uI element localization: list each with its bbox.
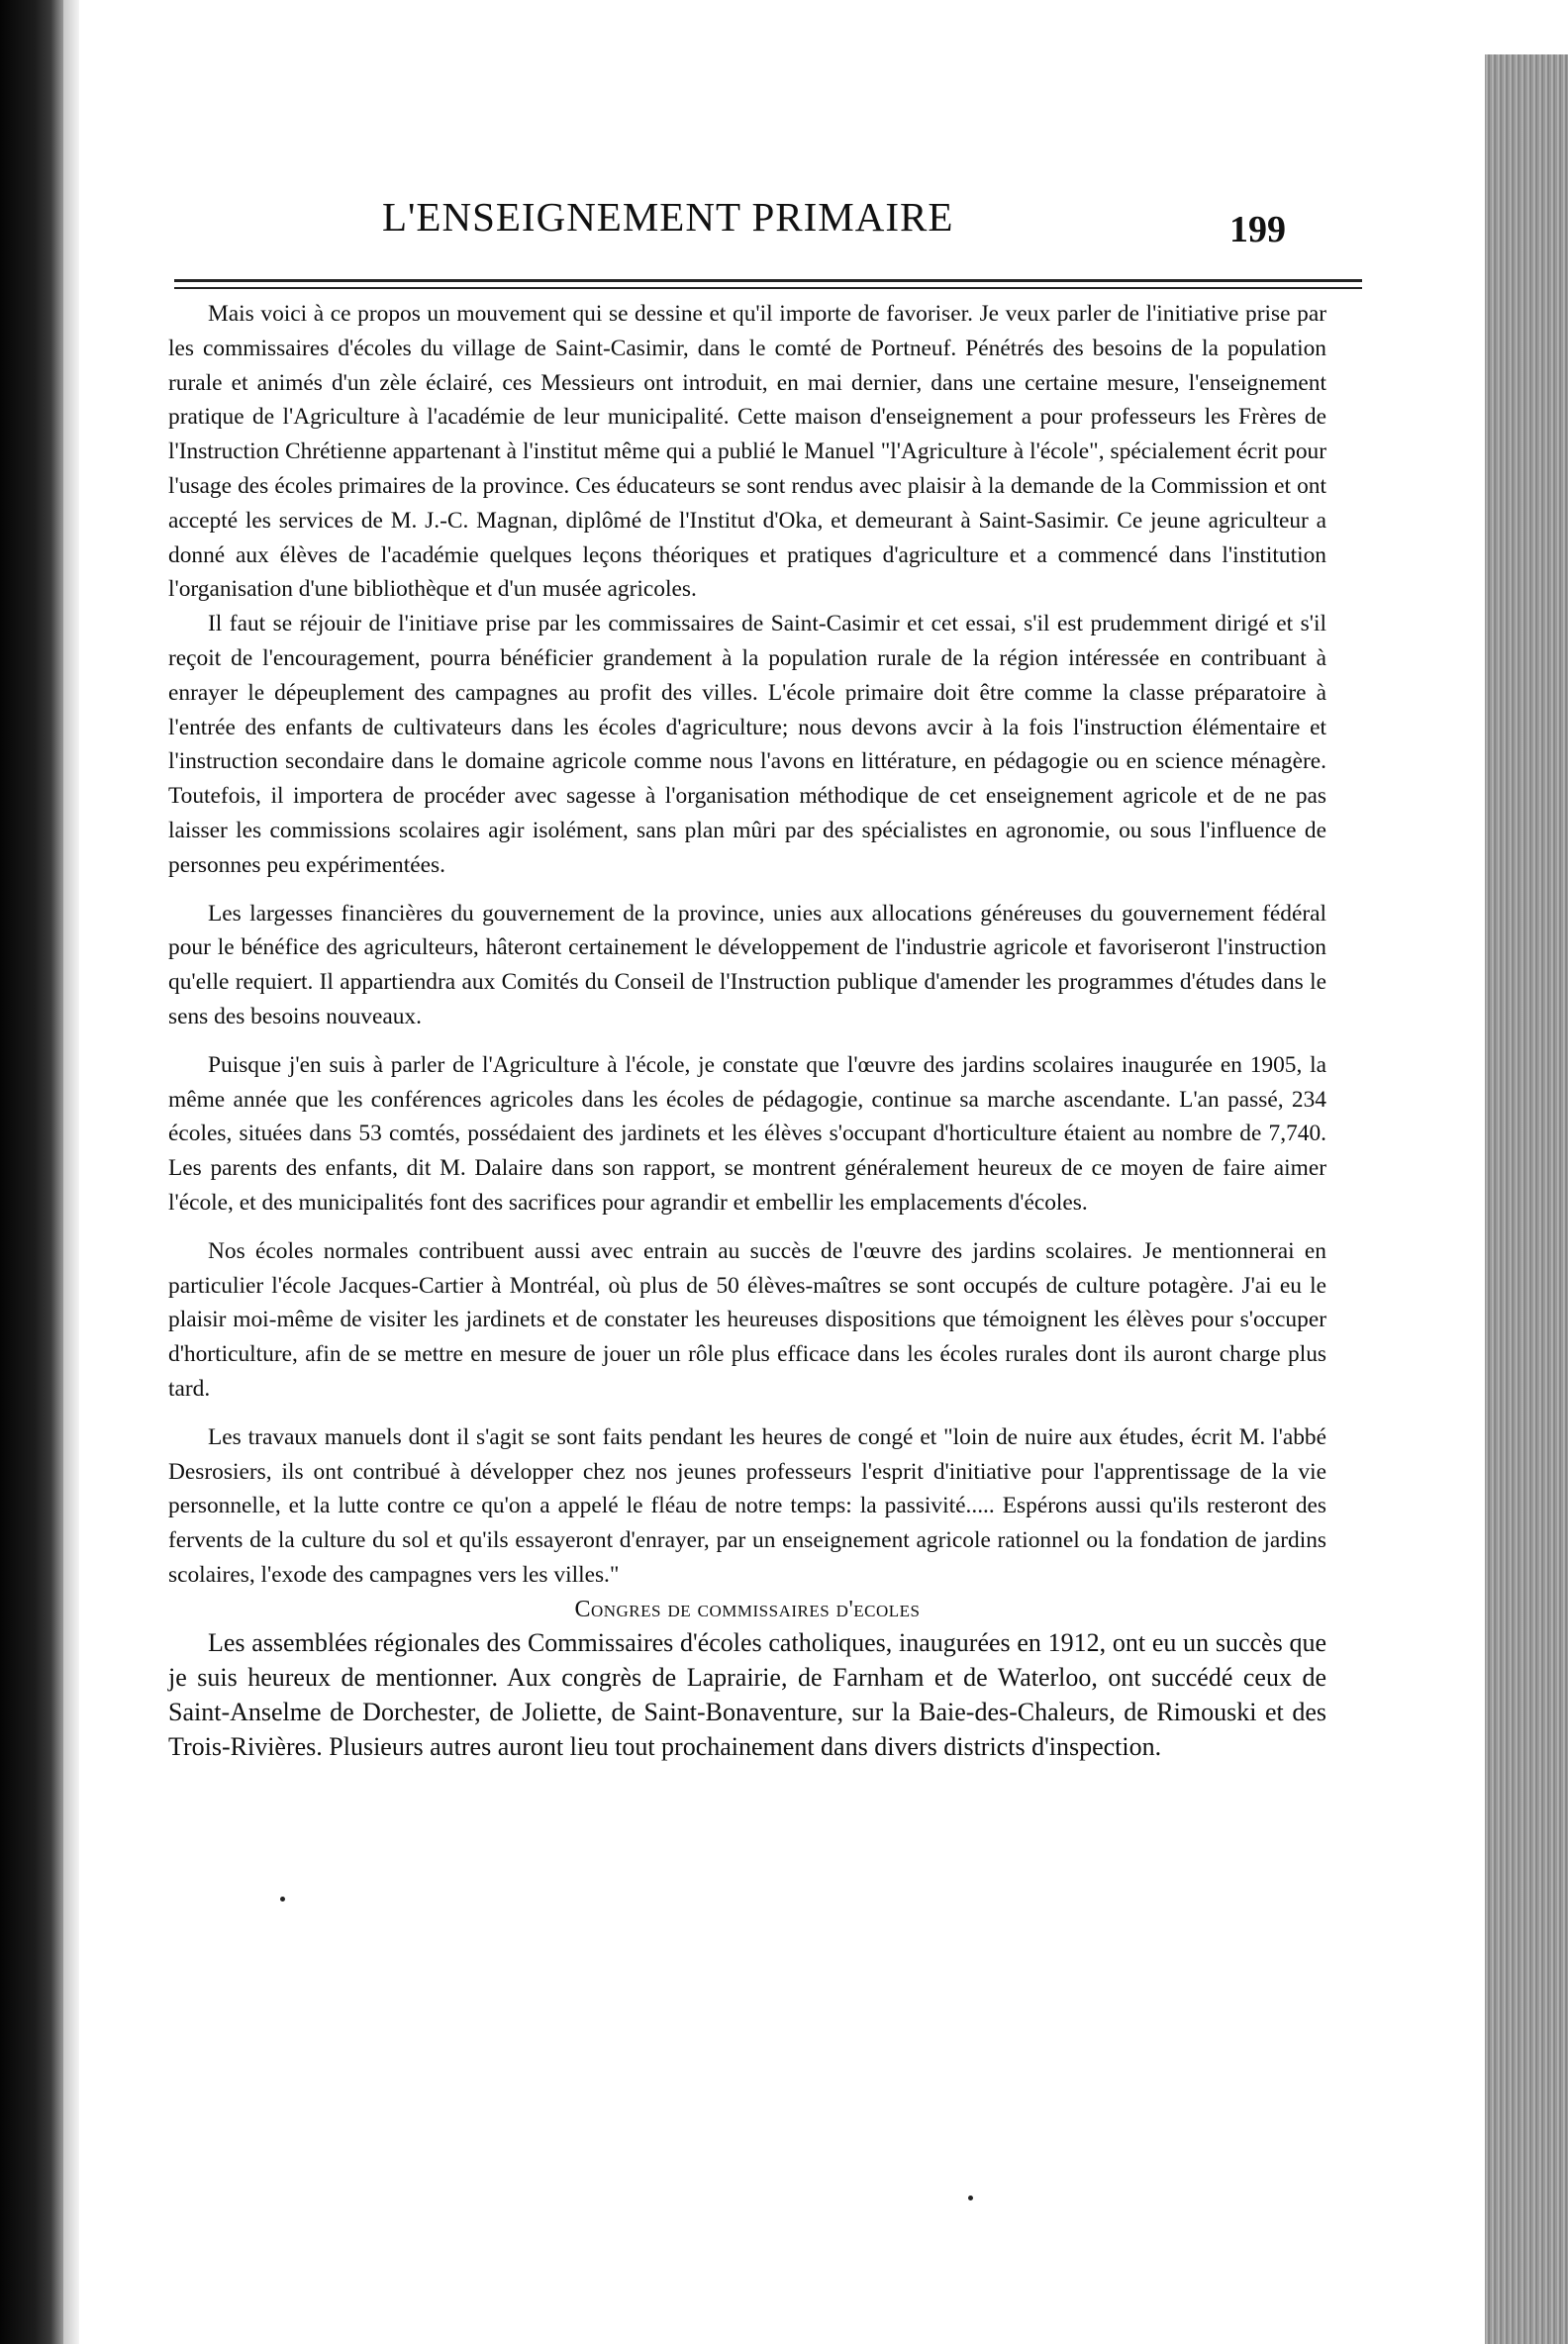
paragraph-saint-casimir: Mais voici à ce propos un mouvement qui se dessine et qu'il importe de favoriser. Je veux parler de l'initiative prise par les commissaires d'écoles du village de Saint-Casimir, dans le comté de Portneuf. Pénétrés des besoins de la population rurale et animés d'un zèle éclairé, ces Messieurs ont introduit, en mai dernier, dans une certaine mesure, l'enseignement pratique de l'Agriculture à l'académie de leur municipalité. Cette maison d'enseignement a pour professeurs les Frères de l'Instruction Chrétienne appartenant à l'institut même qui a publié le Manuel "l'Agriculture à l'école", spécialement écrit pour l'usage des écoles primaires de la province. Ces éducateurs se sont rendus avec plaisir à la demande de la Commission et ont accepté les services de M. J.-C. Magnan, diplômé de l'Institut d'Oka, et demeurant à Saint-Sasimir. Ce jeune agriculteur a donné aux élèves de l'académie quelques leçons théoriques et pratiques d'agriculture et a commencé dans l'institution l'organisation d'une bibliothèque et d'un musée agricoles.: [168, 301, 1326, 603]
scan-dark-border: [0, 0, 63, 2344]
running-title: L'ENSEIGNEMENT PRIMAIRE: [382, 194, 954, 240]
paragraph-initiative: Il faut se réjouir de l'initiave prise par les commissaires de Saint-Casimir et cet essai, s'il est prudemment dirigé et s'il reçoit de l'encouragement, pourra bénéficier grandement à la population rurale de la région intéressée en contribuant à enrayer le dépeuplement des campagnes au profit des villes. L'école primaire doit être comme la classe préparatoire à l'entrée des enfants de cultivateurs dans les écoles d'agriculture; nous devons avcir à la fois l'instruction élémentaire et l'instruction secondaire dans le domaine agricole comme nous l'avons en littérature, en pédagogie ou en science ménagère. Toutefois, il importera de procéder avec sagesse à l'organisation méthodique de cet enseignement agricole et de ne pas laisser les commissions scolaires agir isolément, sans plan mûri par des spécialistes en agronomie, ou sous l'influence de personnes peu expérimentées.: [168, 611, 1326, 878]
paragraph-ecoles-normales: Nos écoles normales contribuent aussi avec entrain au succès de l'œuvre des jardins scolaires. Je mentionnerai en particulier l'école Jacques-Cartier à Montréal, où plus de 50 élèves-maîtres se sont occupés de culture potagère. J'ai eu le plaisir moi-même de visiter les jardinets et de constater les heureuses dispositions que témoignent les élèves pour s'occuper d'horticulture, afin de se mettre en mesure de jouer un rôle plus efficace dans les écoles rurales dont ils auront charge plus tard.: [168, 1237, 1326, 1402]
page-gutter-shadow: [63, 0, 79, 2344]
paragraph-largesses: Les largesses financières du gouvernement de la province, unies aux allocations généreuses du gouvernement fédéral pour le bénéfice des agriculteurs, hâteront certainement le développement de l'industrie agricole et favoriseront l'instruction qu'elle requiert. Il appartiendra aux Comités du Conseil de l'Instruction publique d'amender les programmes d'études dans le sens des besoins nouveaux.: [168, 900, 1326, 1029]
document-page: [79, 0, 1485, 2344]
ink-speck: [280, 1897, 285, 1902]
body-text: [168, 297, 1326, 1765]
header-rule-thick: [174, 279, 1362, 282]
page-number: 199: [1229, 209, 1286, 250]
paragraph-travaux-manuels: Les travaux manuels dont il s'agit se sont faits pendant les heures de congé et "loin de nuire aux études, écrit M. l'abbé Desrosiers, ils ont contribué à développer chez nos jeunes professeurs l'esprit d'initiative pour l'apprentissage de la vie personnelle, et la lutte contre ce qu'on a appelé le fléau de notre temps: la passivité..... Espérons aussi qu'ils resteront des fervents de la culture du sol et qu'ils essayeront d'enrayer, par un enseignement agricole rationnel ou la fondation de jardins scolaires, l'exode des campagnes vers les villes.": [168, 1423, 1326, 1588]
paragraph-congres: Les assemblées régionales des Commissaires d'écoles catholiques, inaugurées en 1912, ont eu un succès que je suis heureux de mentionner. Aux congrès de Laprairie, de Farnham et de Waterloo, ont succédé ceux de Saint-Anselme de Dorchester, de Joliette, de Saint-Bonaventure, sur la Baie-des-Chaleurs, de Rimouski et des Trois-Rivières. Plusieurs autres auront lieu tout prochainement dans divers districts d'inspection.: [168, 1628, 1326, 1761]
header-rule-thin: [174, 287, 1362, 289]
book-page-edges: [1485, 54, 1568, 2344]
section-heading: Congres de commissaires d'ecoles: [574, 1596, 921, 1622]
page-header: [79, 193, 1485, 252]
paragraph-jardins-scolaires: Puisque j'en suis à parler de l'Agriculture à l'école, je constate que l'œuvre des jardins scolaires inaugurée en 1905, la même année que les conférences agricoles dans les écoles de pédagogie, continue sa marche ascendante. L'an passé, 234 écoles, situées dans 53 comtés, possédaient des jardinets et les élèves s'occupant d'horticulture étaient au nombre de 7,740. Les parents des enfants, dit M. Dalaire dans son rapport, se montrent généralement heureux de ce moyen de faire aimer l'école, et des municipalités font des sacrifices pour agrandir et embellir les emplacements d'écoles.: [168, 1051, 1326, 1216]
ink-speck: [968, 2196, 973, 2200]
